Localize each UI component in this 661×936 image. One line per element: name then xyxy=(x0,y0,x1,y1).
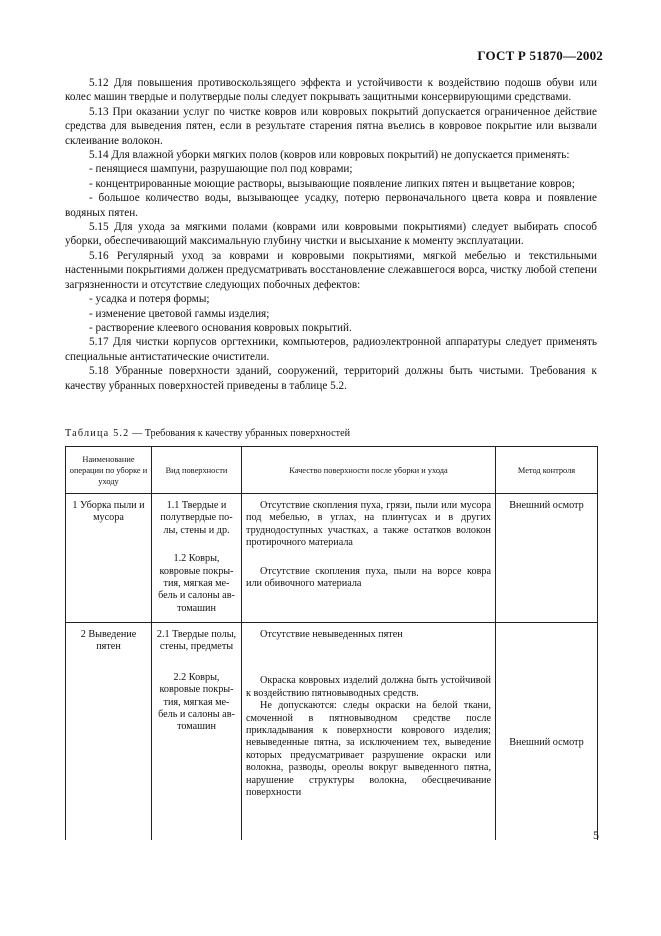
quality-cell xyxy=(242,494,496,623)
column-header-quality: Качество поверхности после уборки и ухода xyxy=(242,447,496,494)
surface-item: 1.1 Твердые и полутвердые полы, стены и др. xyxy=(160,500,233,536)
surface-item: 2.2 Ковры, ковровые покрытия, мягкая мебель и салоны автомашин xyxy=(158,671,235,733)
surface-item: 1.2 Ковры, ковровые покрытия, мягкая мебель и салоны автомашин xyxy=(158,553,235,614)
quality-item: Не допускаются: следы окраски на белой ткани, смоченной в пятновыводном средстве после прикладывания к поверхности коврового изделия; невыведенные пятна, за исключением тех, выведение которых предусматривает разрушение окраски или волокна, разводы, ореолы вокруг выведенного пятна, нарушение структуры волокна, обесцвечивание поверхности xyxy=(246,700,491,799)
list-item: - концентрированные моющие растворы, вызывающие появление липких пятен и выцветание ковров; xyxy=(89,177,575,190)
quality-item: Отсутствие скопления пуха, грязи, пыли или мусора под мебелью, в углах, на плинтусах и в других труднодоступных участках, а также остатков волокон протирочного материала xyxy=(246,500,491,549)
method-cell: Внешний осмотр xyxy=(496,623,598,841)
operation-cell: 1 Уборка пыли и мусора xyxy=(66,494,152,623)
paragraph-5-14: 5.14 Для влажной уборки мягких полов (ковров или ковровых покрытий) не допускается применять: xyxy=(89,149,570,162)
list-item: - большое количество воды, вызывающее усадку, потерю первоначального цвета ковра и появление водяных пятен. xyxy=(65,192,597,219)
list-item: - растворение клеевого основания ковровых покрытий. xyxy=(89,321,352,334)
table-row xyxy=(66,623,598,841)
list-item: - усадка и потеря формы; xyxy=(89,293,210,306)
paragraph-5-15: 5.15 Для ухода за мягкими полами (коврами или ковровыми покрытиями) следует выбирать способ уборки, обеспечивающий максимальную глубину чистки и высыхание к моменту эксплуатации. xyxy=(65,221,597,248)
paragraph-5-13: 5.13 При оказании услуг по чистке ковров или ковровых покрытий допускается ограниченное действие средства для выведения пятен, если в результате старения пятна въелись в ковровое покрытие или вызвали склеивание волокон. xyxy=(65,105,597,147)
paragraph-5-16: 5.16 Регулярный уход за коврами и ковровыми покрытиями, мягкой мебелью и текстильными настенными покрытиями должен предусматривать восстановление слежавшегося ворса, чистку любой степени загрязненности и отсутствие следующих побочных дефектов: xyxy=(65,249,597,291)
column-header-operation: Наименование операции по уборке и уходу xyxy=(66,447,152,494)
quality-item: Отсутствие невыведенных пятен xyxy=(260,629,403,640)
operation-cell: 2 Выведение пятен xyxy=(66,623,152,841)
body-text xyxy=(65,76,597,393)
document-header: ГОСТ Р 51870—2002 xyxy=(477,48,603,63)
column-header-method: Метод контроля xyxy=(496,447,598,494)
table-caption-label: Таблица 5.2 xyxy=(65,428,130,439)
paragraph-5-17: 5.17 Для чистки корпусов оргтехники, компьютеров, радиоэлектронной аппаратуры следует применять специальные антистатические очистители. xyxy=(65,336,597,363)
quality-item: Отсутствие скопления пуха, пыли на ворсе ковра или обивочного материала xyxy=(246,565,491,590)
table-row xyxy=(66,494,598,623)
surface-cell xyxy=(152,623,242,841)
quality-item: Окраска ковровых изделий должна быть устойчивой к воздействию пятновыводных средств. xyxy=(246,675,491,699)
paragraph-5-18: 5.18 Убранные поверхности зданий, сооружений, территорий должны быть чистыми. Требования к качеству убранных поверхностей приведены в таблице 5.2. xyxy=(65,365,597,392)
list-item: - изменение цветовой гаммы изделия; xyxy=(89,307,270,320)
page-number: 5 xyxy=(593,828,599,842)
requirements-table xyxy=(65,446,598,840)
paragraph-5-12: 5.12 Для повышения противоскользящего эффекта и устойчивости к воздействию подошв обуви или колес машин твердые и полутвердые полы следует покрывать защитными консервирующими средствами. xyxy=(65,77,597,104)
method-cell: Внешний осмотр xyxy=(496,494,598,623)
list-item: - пенящиеся шампуни, разрушающие пол под коврами; xyxy=(89,163,353,176)
table-header-row xyxy=(66,447,598,494)
surface-item: 2.1 Твердые полы, стены, предметы xyxy=(156,629,237,653)
surface-cell xyxy=(152,494,242,623)
column-header-surface: Вид поверхности xyxy=(152,447,242,494)
table-caption-text: — Требования к качеству убранных поверхностей xyxy=(129,428,351,439)
table-caption xyxy=(65,428,350,439)
quality-cell xyxy=(242,623,496,841)
